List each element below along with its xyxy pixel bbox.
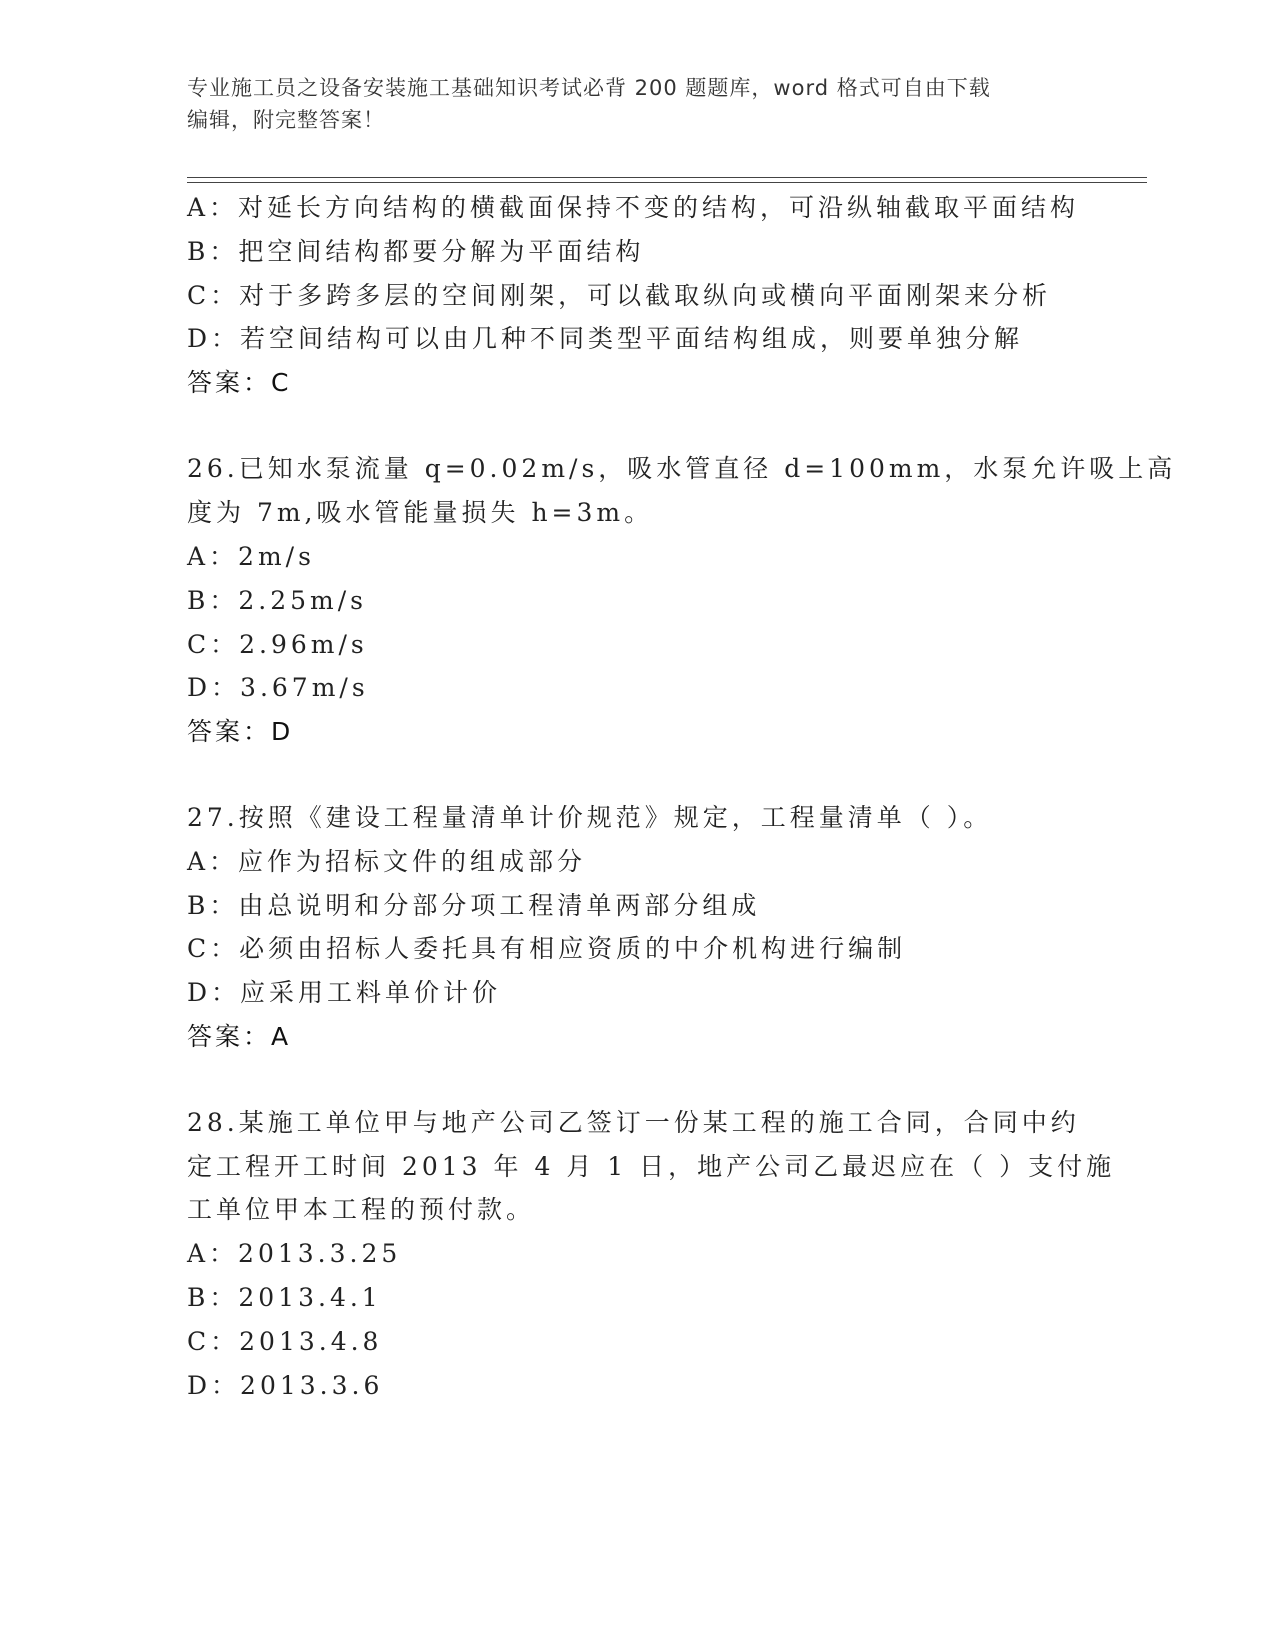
q26-option-b: B：2.25m/s [187, 586, 367, 615]
q28-option-d: D：2013.3.6 [187, 1371, 384, 1400]
q28-option-a: A：2013.3.25 [187, 1239, 402, 1268]
q26-option-d: D：3.67m/s [187, 673, 369, 702]
q26-option-c: C：2.96m/s [187, 630, 368, 659]
q28-option-c: C：2013.4.8 [187, 1327, 383, 1356]
q27-option-d: D：应采用工料单价计价 [187, 978, 502, 1007]
q26-stem-line-2: 度为 7m,吸水管能量损失 h=3m。 [187, 498, 654, 527]
q25-option-b: B：把空间结构都要分解为平面结构 [187, 237, 645, 266]
q28-stem-line-2: 定工程开工时间 2013 年 4 月 1 日，地产公司乙最迟应在（ ）支付施 [187, 1152, 1116, 1181]
q26-stem-line-1: 26.已知水泵流量 q=0.02m/s，吸水管直径 d=100mm，水泵允许吸上高 [187, 454, 1177, 483]
q25-answer: 答案：C [187, 368, 292, 397]
q25-option-c: C：对于多跨多层的空间刚架，可以截取纵向或横向平面刚架来分析 [187, 281, 1052, 310]
q25-option-d: D：若空间结构可以由几种不同类型平面结构组成，则要单独分解 [187, 324, 1024, 353]
q27-answer: 答案：A [187, 1022, 292, 1051]
header-divider-bottom [187, 182, 1147, 183]
document-header [187, 72, 1087, 136]
q28-stem-line-3: 工单位甲本工程的预付款。 [187, 1195, 536, 1224]
q26-option-a: A：2m/s [187, 542, 315, 571]
q25-option-a: A：对延长方向结构的横截面保持不变的结构，可沿纵轴截取平面结构 [187, 193, 1080, 222]
q27-stem-line-1: 27.按照《建设工程量清单计价规范》规定，工程量清单（ ）。 [187, 803, 993, 832]
header-title-line-1: 专业施工员之设备安装施工基础知识考试必背 200 题题库，word 格式可自由下载 [187, 76, 991, 100]
q28-stem-line-1: 28.某施工单位甲与地产公司乙签订一份某工程的施工合同，合同中约 [187, 1108, 1080, 1137]
header-divider-top [187, 177, 1147, 178]
q27-option-b: B：由总说明和分部分项工程清单两部分组成 [187, 891, 761, 920]
q27-option-c: C：必须由招标人委托具有相应资质的中介机构进行编制 [187, 934, 907, 963]
q27-option-a: A：应作为招标文件的组成部分 [187, 847, 587, 876]
header-title-line-2: 编辑，附完整答案！ [187, 108, 385, 132]
q28-option-b: B：2013.4.1 [187, 1283, 382, 1312]
q26-answer: 答案：D [187, 717, 294, 746]
